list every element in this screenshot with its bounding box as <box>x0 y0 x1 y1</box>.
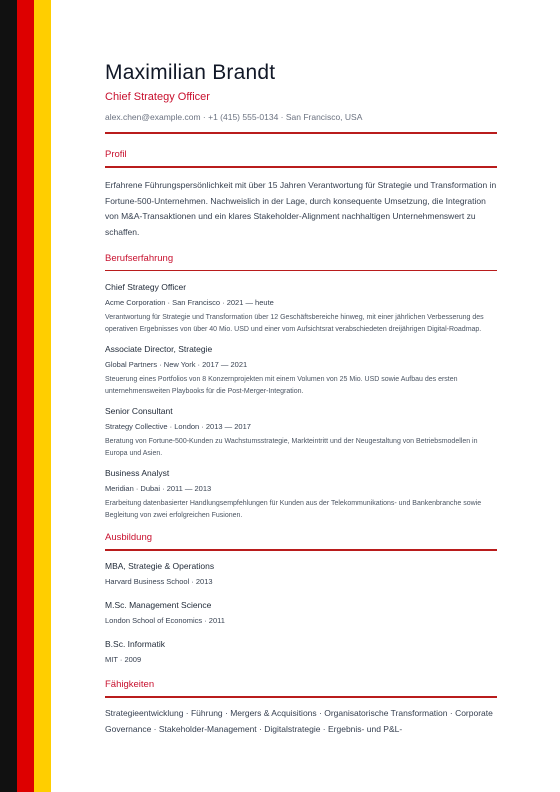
job-description: Verantwortung für Strategie und Transformation über 12 Geschäftsbereiche hinweg, mit einer jährlichen Verbesserung des operativen Ergebnisses von über 40 Mio. USD und einer vom Aufsichtsrat verabschiedeten dreijährigen Digital-Roadmap. <box>105 314 484 333</box>
job-title: Business Analyst <box>105 468 170 478</box>
job-meta: Acme Corporation · San Francisco · 2021 — heute <box>105 298 274 307</box>
education-entry <box>105 599 497 626</box>
candidate-title: Chief Strategy Officer <box>105 91 210 103</box>
section-title-profile: Profil <box>105 149 127 160</box>
header-divider <box>105 132 497 134</box>
candidate-name: Maximilian Brandt <box>105 61 276 84</box>
job-entry <box>105 343 497 397</box>
job-title: Senior Consultant <box>105 406 173 416</box>
profile-text: Erfahrene Führungspersönlichkeit mit über 15 Jahren Verantwortung für Strategie und Transformation in Fortune-500-Unternehmen. Nachweislich in der Lage, durch konsequente Umsetzung, die Integration von M&A-Transaktionen und ein klares Stakeholder-Alignment nachhaltigen Unternehmenswert zu schaffen. <box>105 180 497 237</box>
job-entry <box>105 467 497 521</box>
education-degree: M.Sc. Management Science <box>105 600 212 610</box>
education-meta: MIT · 2009 <box>105 655 142 664</box>
section-title-education: Ausbildung <box>105 532 153 543</box>
section-divider <box>105 270 497 271</box>
education-meta: Harvard Business School · 2013 <box>105 577 213 586</box>
job-meta: Meridian · Dubai · 2011 — 2013 <box>105 484 212 493</box>
job-title: Chief Strategy Officer <box>105 282 187 292</box>
education-degree: MBA, Strategie & Operations <box>105 561 215 571</box>
section-divider <box>105 696 497 698</box>
section-divider <box>105 549 497 551</box>
section-experience <box>105 253 497 521</box>
job-entry <box>105 281 497 335</box>
section-profile <box>105 149 497 240</box>
job-description: Beratung von Fortune-500-Kunden zu Wachstumsstrategie, Markteintritt und der Neugestaltung von Betriebsmodellen in Europa und Asien. <box>105 438 478 457</box>
job-entry <box>105 405 497 459</box>
job-meta: Strategy Collective · London · 2013 — 2017 <box>105 422 251 431</box>
skills-list: Strategieentwicklung · Führung · Mergers & Acquisitions · Organisatorische Transformation · Corporate Governance · Stakeholder-Management · Digitalstrategie · Ergebnis- und P&L- <box>105 708 493 734</box>
resume-header <box>105 58 497 134</box>
flag-stripe-red <box>17 0 34 792</box>
resume-page <box>105 58 497 737</box>
contact-line: alex.chen@example.com · +1 (415) 555-0134 · San Francisco, USA <box>105 112 363 122</box>
job-meta: Global Partners · New York · 2017 — 2021 <box>105 360 248 369</box>
job-description: Steuerung eines Portfolios von 8 Konzernprojekten mit einem Volumen von 25 Mio. USD sowie Aufbau des ersten unternehmensweiten Playbooks für die Post-Merger-Integration. <box>105 376 458 395</box>
education-degree: B.Sc. Informatik <box>105 639 165 649</box>
education-entry <box>105 638 497 665</box>
flag-stripe-black <box>0 0 17 792</box>
job-description: Erarbeitung datenbasierter Handlungsempfehlungen für Kunden aus der Telekommunikations- und Bankenbranche sowie Begleitung von zwei erfolgreichen Fusionen. <box>105 500 482 519</box>
section-education <box>105 532 497 665</box>
section-title-skills: Fähigkeiten <box>105 679 155 690</box>
section-skills <box>105 679 497 737</box>
education-meta: London School of Economics · 2011 <box>105 616 225 625</box>
section-divider <box>105 166 497 168</box>
education-entry <box>105 560 497 587</box>
flag-stripe-gold <box>34 0 51 792</box>
job-title: Associate Director, Strategie <box>105 344 213 354</box>
section-title-experience: Berufserfahrung <box>105 253 174 264</box>
